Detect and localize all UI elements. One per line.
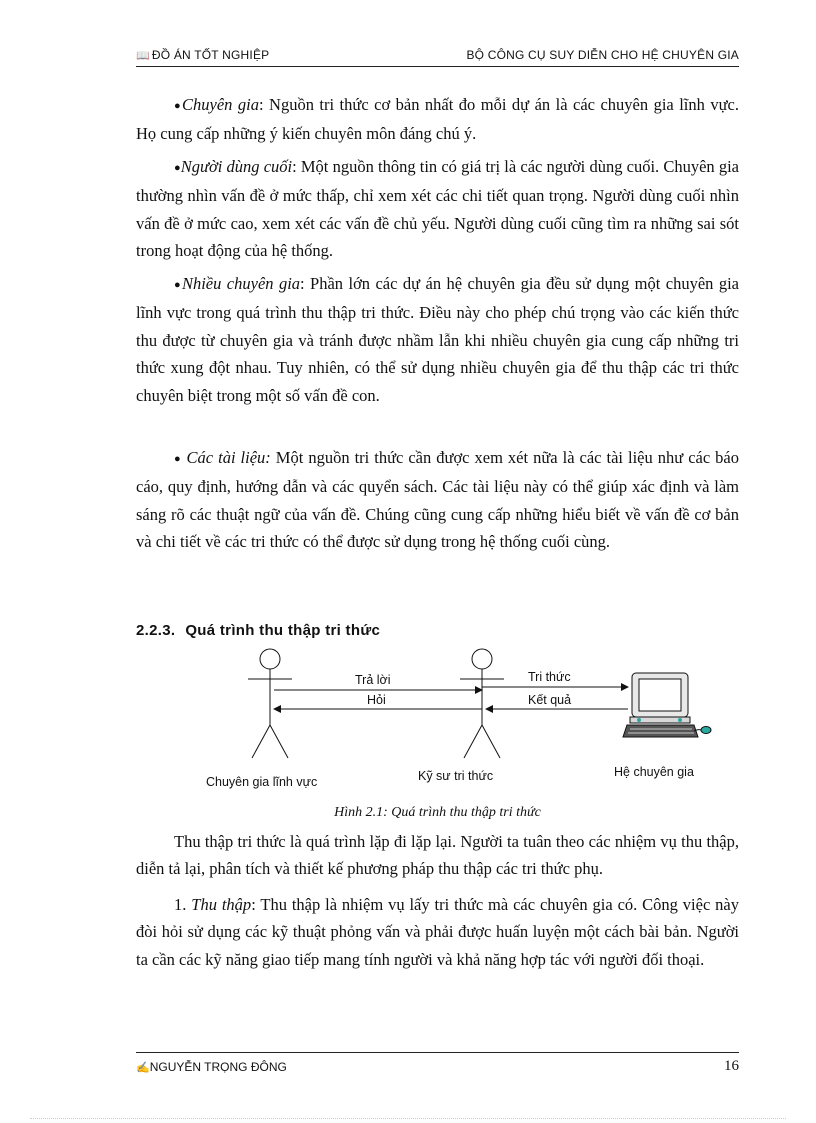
pen-icon: ✍ [136, 1062, 150, 1074]
figure-caption: Hình 2.1: Quá trình thu thập tri thức [334, 805, 541, 820]
page-header [136, 48, 739, 66]
footer-author-text: NGUYỄN TRỌNG ĐÔNG [149, 1060, 287, 1074]
paragraph-acquisition-process [136, 828, 739, 883]
paragraph-multiple-experts [136, 270, 739, 409]
term-end-users: Người dùng cuối [180, 157, 293, 176]
section-heading [136, 622, 380, 639]
term-documents: Các tài liệu: [186, 448, 271, 467]
computer-icon [623, 673, 711, 737]
footer-author [136, 1060, 287, 1074]
label-expert-system: Hệ chuyên gia [614, 765, 694, 779]
book-icon: 📖 [136, 50, 150, 62]
knowledge-engineer-figure [460, 649, 504, 758]
label-ask: Hỏi [367, 693, 386, 707]
header-right: BỘ CÔNG CỤ SUY DIỄN CHO HỆ CHUYÊN GIA [466, 48, 739, 62]
section-number: 2.2.3. [136, 622, 176, 639]
label-result: Kết quả [528, 693, 572, 707]
header-left-text: ĐỒ ÁN TỐT NGHIỆP [151, 48, 270, 62]
term-experts: Chuyên gia [182, 95, 259, 114]
term-collection: Thu thập [191, 895, 252, 914]
paragraph-text: Một nguồn tri thức cần được xem xét nữa là các tài liệu như các báo cáo, quy định, hướng dẫn và các quyển sách. Các tài liệu này có thể giúp xác định và làm sáng rõ các thuật ngữ của vấn đề. Chúng cũng cung cấp những hiểu biết về vấn đề cơ bản và chi tiết về các tri thức có thể được sử dụng trong hệ thống cuối cùng. [136, 448, 739, 552]
section-title: Quá trình thu thập tri thức [185, 622, 381, 639]
header-left [136, 48, 269, 62]
bullet-icon: ● [174, 279, 182, 291]
bullet-icon: ● [174, 453, 182, 465]
label-domain-expert: Chuyên gia lĩnh vực [206, 775, 318, 789]
page-footer [136, 1058, 739, 1078]
paragraph-text: Thu thập tri thức là quá trình lặp đi lặp lại. Người ta tuân theo các nhiệm vụ thu thập, diễn tả lại, phân tích và thiết kế phương pháp thu thập các tri thức phụ. [136, 832, 739, 879]
label-answer: Trả lời [355, 673, 391, 687]
paragraph-collection [136, 891, 739, 973]
paragraph-end-users [136, 153, 739, 265]
label-knowledge-engineer: Kỹ sư tri thức [418, 769, 494, 783]
paragraph-text: : Thu thập là nhiệm vụ lấy tri thức mà các chuyên gia có. Công việc này đòi hỏi sử dụng các kỹ thuật phỏng vấn và phải được huấn luyện một cách bài bản. Người ta cần các kỹ năng giao tiếp mang tính người và khả năng hợp tác với người đối thoại. [136, 895, 740, 969]
bullet-icon: ● [174, 100, 182, 112]
page-number: 16 [724, 1058, 739, 1074]
knowledge-acquisition-diagram [190, 645, 750, 800]
domain-expert-figure [248, 649, 292, 758]
paragraph-text: : Phần lớn các dự án hệ chuyên gia đều sử dụng một chuyên gia lĩnh vực trong quá trình thu thập tri thức. Điều này cho phép chú trọng vào các kiến thức thu được từ chuyên gia và tránh được nhầm lẫn khi nhiều chuyên gia cung cấp những tri thức xung đột nhau. Tuy nhiên, có thể sử dụng nhiều chuyên gia để thu thập các tri thức chuyên biệt trong một số vấn đề con. [136, 274, 740, 405]
page-edge-dots [30, 1118, 786, 1119]
paragraph-documents [136, 444, 739, 556]
term-multiple-experts: Nhiều chuyên gia [181, 274, 301, 293]
header-rule [136, 66, 739, 67]
paragraph-experts [136, 91, 739, 148]
bullet-icon: ● [174, 162, 181, 174]
paragraph-text: : Nguồn tri thức cơ bản nhất đo mỗi dự án là các chuyên gia lĩnh vực. Họ cung cấp những ý kiến chuyên môn đáng chú ý. [136, 95, 739, 144]
paragraph-text: : Một nguồn thông tin có giá trị là các người dùng cuối. Chuyên gia thường nhìn vấn đề ở mức thấp, chỉ xem xét các chi tiết quan trọng. Người dùng cuối nhìn vấn đề ở mức cao, xem xét các vấn đề chủ yếu. Người dùng cuối cũng tìm ra những sai sót trong hoạt động của hệ thống. [136, 157, 739, 261]
list-number: 1. [174, 895, 187, 914]
footer-rule [136, 1052, 739, 1053]
label-knowledge: Tri thức [528, 670, 571, 684]
